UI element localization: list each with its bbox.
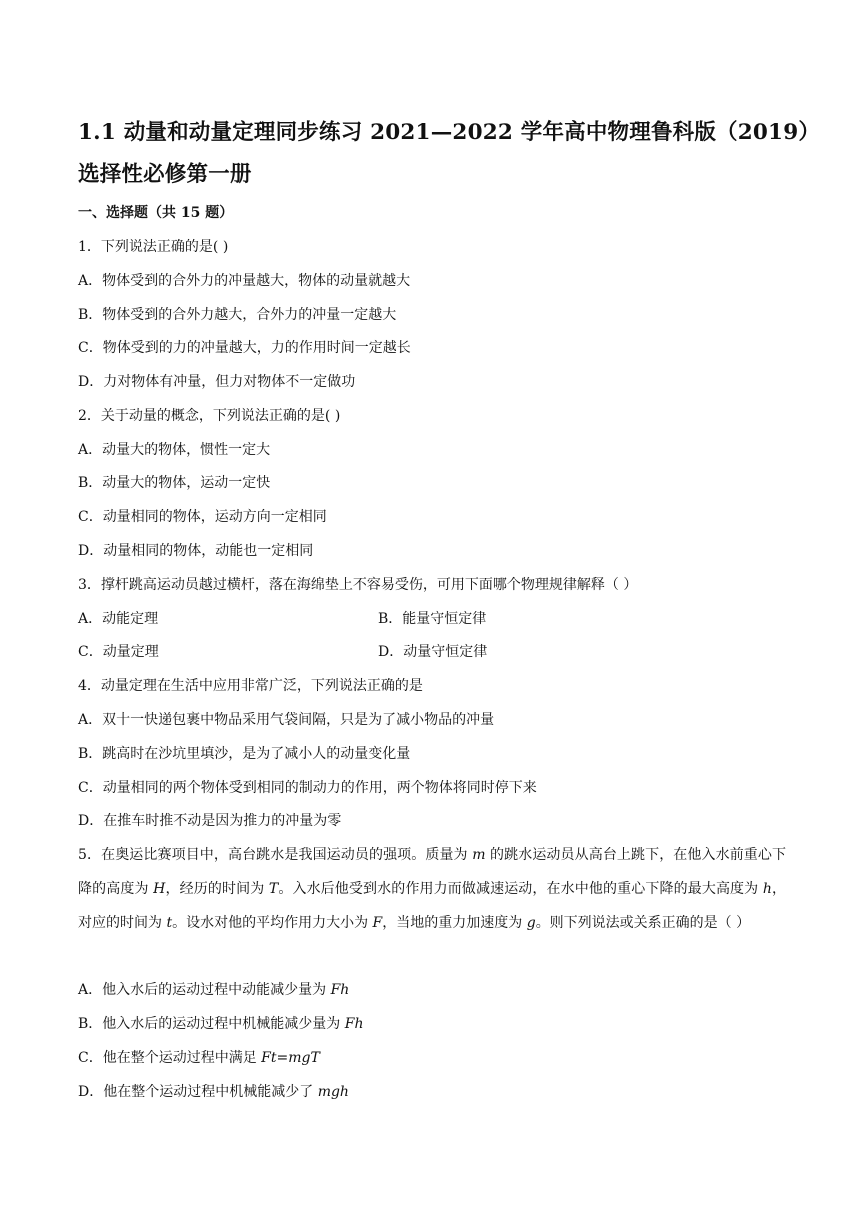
q1-option-d: D．力对物体有冲量，但力对物体不一定做功 [78,374,356,390]
q3-option-c: C．动量定理 [78,644,159,660]
q4-option-d: D．在推车时推不动是因为推力的冲量为零 [78,813,342,829]
q3-option-b: B．能量守恒定律 [378,611,487,627]
var-H: H [153,881,166,897]
q2-option-c: C．动量相同的物体，运动方向一定相同 [78,509,327,525]
q2-option-d: D．动量相同的物体，动能也一定相同 [78,543,314,559]
q5-option-a: A．他入水后的运动过程中动能减少量为 Fh [78,982,350,998]
q5-option-c: C．他在整个运动过程中满足 Ft=mgT [78,1050,320,1066]
q1-option-c: C．物体受到的力的冲量越大，力的作用时间一定越长 [78,340,411,356]
q5-option-b: B．他入水后的运动过程中机械能减少量为 Fh [78,1016,364,1032]
q2-stem: 2．关于动量的概念，下列说法正确的是( ) [78,408,341,424]
q1-stem: 1．下列说法正确的是( ) [78,239,229,255]
var-F: F [372,915,383,931]
q5-stem: 5．在奥运比赛项目中，高台跳水是我国运动员的强项。质量为 m 的跳水运动员从高台上跳下，在他入水前重心下降的高度为 H，经历的时间为 T。入水后他受到水的作用力而做减速运动，在水中他的重心下降的最大高度为 h，对应的时间为 t。设水对他的平均作用力大小为 F，当地的重力加速度为 g。则下列说法或关系正确的是（ ） [78,847,787,931]
document-title: 1.1 动量和动量定理同步练习 2021—2022 学年高中物理鲁科版（2019）选择性必修第一册 [78,120,810,187]
q3-option-d: D．动量守恒定律 [378,644,488,660]
q1-option-a: A．物体受到的合外力的冲量越大，物体的动量就越大 [78,273,411,289]
q3-stem: 3．撑杆跳高运动员越过横杆，落在海绵垫上不容易受伤，可用下面哪个物理规律解释（ ） [78,577,638,593]
var-h: h [762,881,772,897]
q4-option-b: B．跳高时在沙坑里填沙，是为了减小人的动量变化量 [78,746,411,762]
q4-option-c: C．动量相同的两个物体受到相同的制动力的作用，两个物体将同时停下来 [78,780,537,796]
q4-stem: 4．动量定理在生活中应用非常广泛，下列说法正确的是 [78,678,423,694]
q4-option-a: A．双十一快递包裹中物品采用气袋间隔，只是为了减小物品的冲量 [78,712,495,728]
q3-option-a: A．动能定理 [78,611,159,627]
q5-option-d: D．他在整个运动过程中机械能减少了 mgh [78,1084,349,1100]
q1-option-b: B．物体受到的合外力越大，合外力的冲量一定越大 [78,307,397,323]
q2-option-a: A．动量大的物体，惯性一定大 [78,442,271,458]
section-heading: 一、选择题（共 15 题） [78,205,234,221]
q2-option-b: B．动量大的物体，运动一定快 [78,475,271,491]
var-t: t [166,915,173,931]
var-g: g [526,915,536,931]
var-m: m [472,847,486,863]
var-T: T [268,881,279,897]
